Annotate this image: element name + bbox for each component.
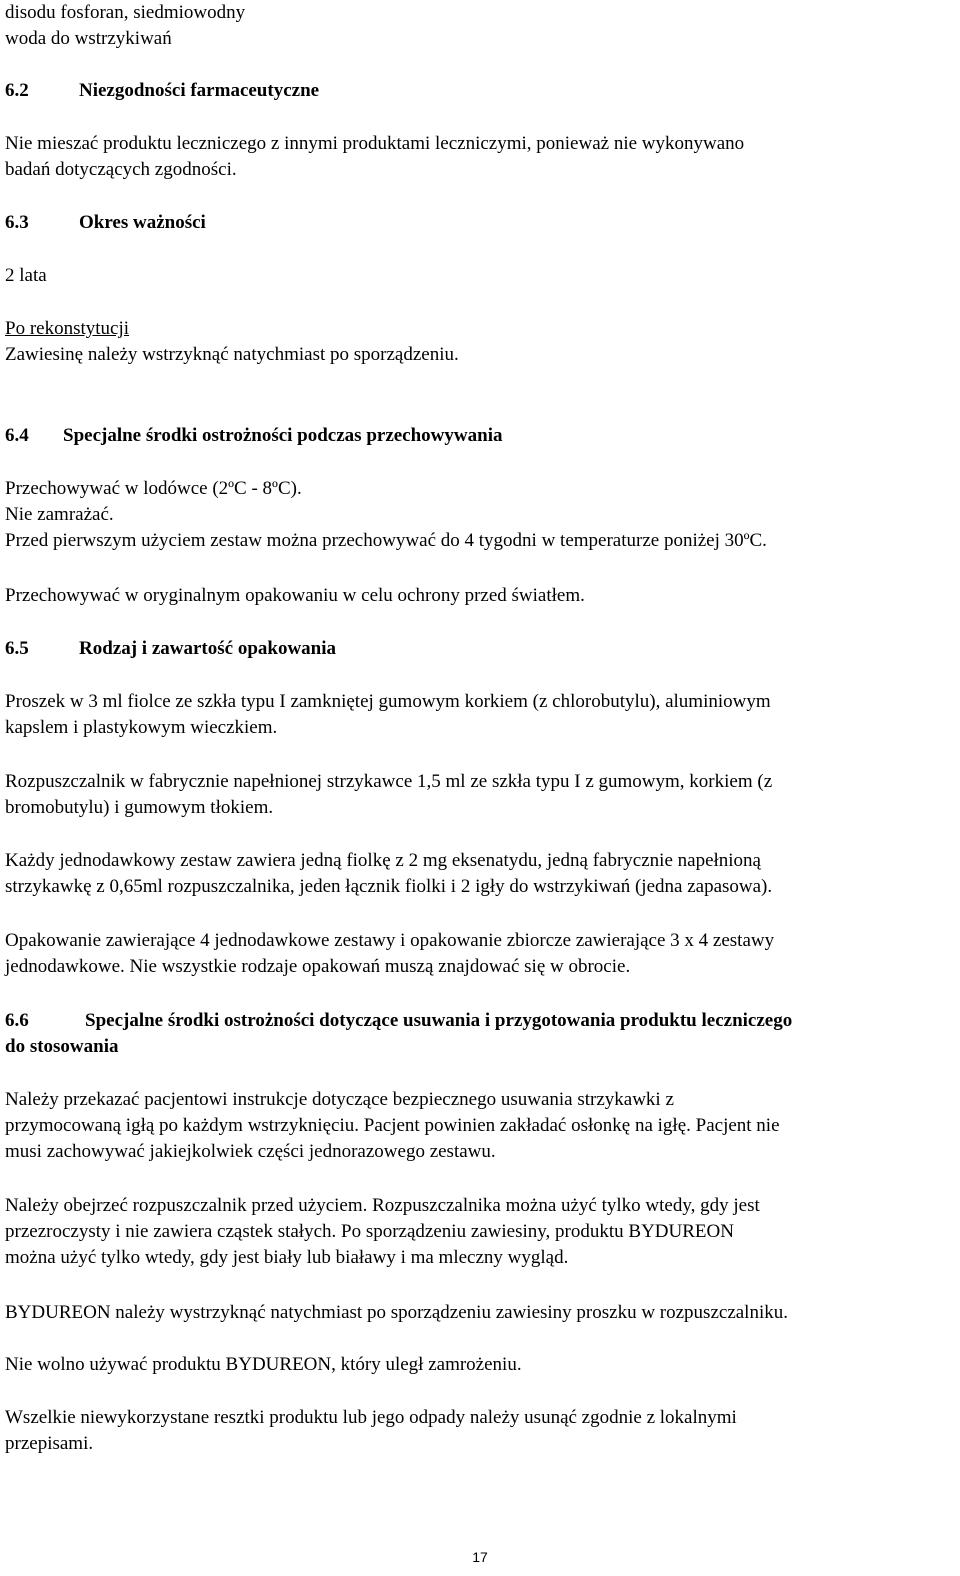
text-line: przymocowaną igłą po każdym wstrzyknięciu. Pacjent powinien zakładać osłonkę na igłę. Pacjent nie [5,1115,780,1136]
text-line: strzykawkę z 0,65ml rozpuszczalnika, jeden łącznik fiolki i 2 igły do wstrzykiwań (jedna zapasowa). [5,876,773,897]
section-6-2-paragraph [5,131,957,183]
section-title-line-1: Specjalne środki ostrożności dotyczące usuwania i przygotowania produktu leczniczego [85,1010,793,1031]
text-line: Rozpuszczalnik w fabrycznie napełnionej strzykawce 1,5 ml ze szkła typu I z gumowym, korkiem (z [5,771,773,792]
intro-line-1: disodu fosforan, siedmiowodny [5,2,246,23]
section-number: 6.3 [5,212,29,233]
disposal-paragraph-1 [5,1087,957,1165]
section-number: 6.2 [5,80,29,101]
section-title: Niezgodności farmaceutyczne [79,80,320,101]
section-number: 6.4 [5,425,29,446]
intro-line-2: woda do wstrzykiwań [5,28,172,49]
text-line: badań dotyczących zgodności. [5,159,237,180]
container-paragraph-4 [5,928,957,980]
text-line: Przechowywać w lodówce (2ºC - 8ºC). [5,478,302,499]
reconstitution-paragraph [5,316,957,368]
storage-light-text: Przechowywać w oryginalnym opakowaniu w celu ochrony przed światłem. [5,585,585,606]
text-line: Zawiesinę należy wstrzyknąć natychmiast po sporządzeniu. [5,344,459,365]
text-line: Należy przekazać pacjentowi instrukcje dotyczące bezpiecznego usuwania strzykawki z [5,1089,674,1110]
text-line: Nie zamrażać. [5,504,114,525]
text-line: BYDUREON należy wystrzyknąć natychmiast po sporządzeniu zawiesiny proszku w rozpuszczalniku. [5,1302,788,1323]
section-title: Specjalne środki ostrożności podczas przechowywania [63,425,503,446]
section-number: 6.6 [5,1010,29,1031]
section-title: Rodzaj i zawartość opakowania [79,638,337,659]
text-line: bromobutylu) i gumowym tłokiem. [5,797,274,818]
section-6-4-heading [5,423,957,449]
text-line: Nie wolno używać produktu BYDUREON, który uległ zamrożeniu. [5,1354,522,1375]
shelf-life-text: 2 lata [5,265,47,286]
section-title: Okres ważności [79,212,206,233]
section-6-3-heading [5,210,957,236]
section-6-2-heading [5,78,957,104]
text-line: kapslem i plastykowym wieczkiem. [5,717,278,738]
disposal-paragraph-3 [5,1300,957,1326]
text-line: Opakowanie zawierające 4 jednodawkowe zestawy i opakowanie zbiorcze zawierające 3 x 4 zestawy [5,930,775,951]
text-line: Należy obejrzeć rozpuszczalnik przed użyciem. Rozpuszczalnika można użyć tylko wtedy, gdy jest [5,1195,760,1216]
container-paragraph-2 [5,769,957,821]
reconstitution-subheading: Po rekonstytucji [5,318,130,339]
section-6-5-heading [5,636,957,662]
text-line: Każdy jednodawkowy zestaw zawiera jedną fiolkę z 2 mg eksenatydu, jedną fabrycznie napełnioną [5,850,761,871]
disposal-paragraph-4 [5,1352,957,1378]
section-title-line-2: do stosowania [5,1036,119,1057]
section-6-6-heading [5,1008,957,1060]
intro-paragraph [5,0,957,52]
text-line: Proszek w 3 ml fiolce ze szkła typu I zamkniętej gumowym korkiem (z chlorobutylu), aluminiowym [5,691,771,712]
text-line: Wszelkie niewykorzystane resztki produktu lub jego odpady należy usunąć zgodnie z lokalnymi [5,1407,737,1428]
text-line: przepisami. [5,1433,94,1454]
disposal-paragraph-2 [5,1193,957,1271]
text-line: Przed pierwszym użyciem zestaw można przechowywać do 4 tygodni w temperaturze poniżej 30ºC. [5,530,767,551]
text-line: Nie mieszać produktu leczniczego z innymi produktami leczniczymi, ponieważ nie wykonywano [5,133,745,154]
text-line: przezroczysty i nie zawiera cząstek stałych. Po sporządzeniu zawiesiny, produktu BYDUREON [5,1221,734,1242]
text-line: można użyć tylko wtedy, gdy jest biały lub białawy i ma mleczny wygląd. [5,1247,569,1268]
page-number: 17 [472,1549,488,1565]
disposal-paragraph-5 [5,1405,957,1457]
section-number: 6.5 [5,638,29,659]
storage-paragraph [5,476,957,554]
text-line: jednodawkowe. Nie wszystkie rodzaje opakowań muszą znajdować się w obrocie. [5,956,631,977]
container-paragraph-3 [5,848,957,900]
text-line: musi zachowywać jakiejkolwiek części jednorazowego zestawu. [5,1141,496,1162]
container-paragraph-1 [5,689,957,741]
